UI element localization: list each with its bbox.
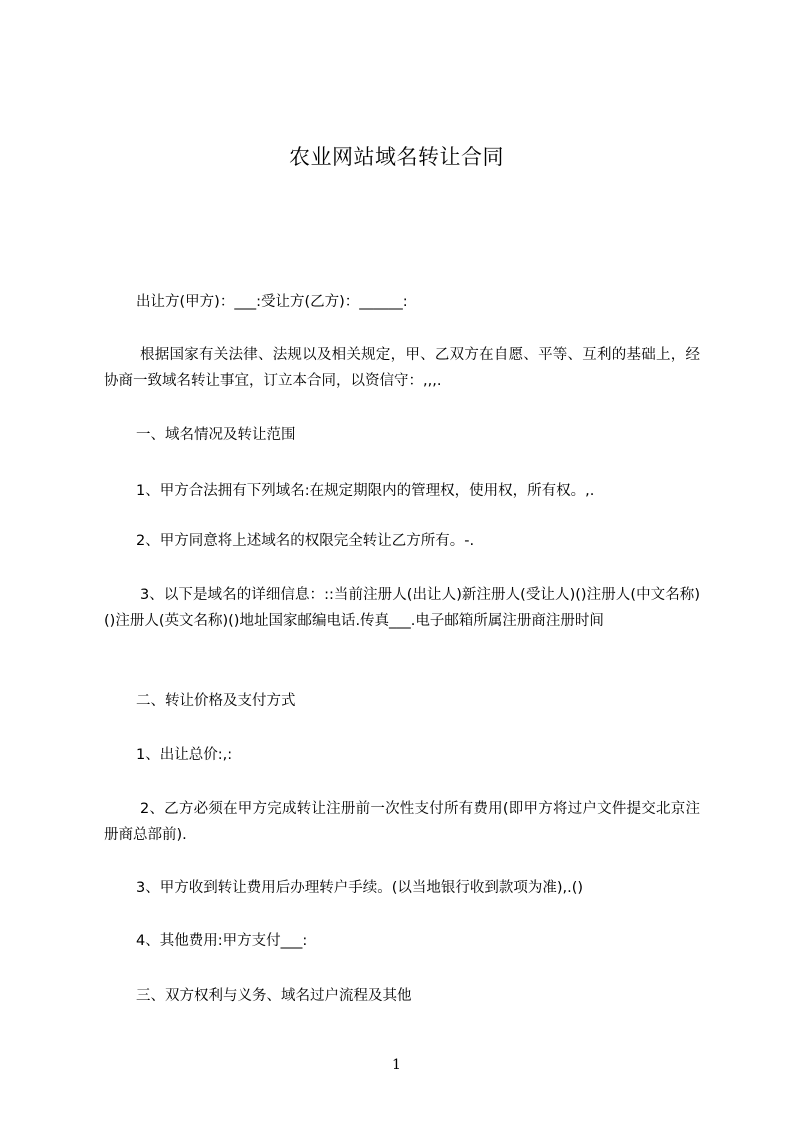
section-heading-1: 一、域名情况及转让范围 (136, 427, 296, 443)
clause-2-2: 2、乙方必须在甲方完成转让注册前一次性支付所有费用(即甲方将过户文件提交北京注册商总部前). (104, 801, 700, 843)
clause-2-3: 3、甲方收到转让费用后办理转户手续。(以当地银行收到款项为准),.() (136, 880, 584, 896)
clause-2-4: 4、其他费用:甲方支付___: (136, 933, 308, 949)
clause-1-1: 1、甲方合法拥有下列域名:在规定期限内的管理权，使用权，所有权。,. (136, 483, 595, 499)
clause-1-3: 3、以下是域名的详细信息：::当前注册人(出让人)新注册人(受让人)()注册人(中文名称)()注册人(英文名称)()地址国家邮编电话.传真___.电子邮箱所属注册商注册时间 (104, 587, 700, 629)
clause-1-2: 2、甲方同意将上述域名的权限完全转让乙方所有。-. (136, 533, 475, 549)
section-heading-2: 二、转让价格及支付方式 (136, 693, 296, 709)
clause-2-1: 1、出让总价:,: (136, 747, 233, 763)
preamble-paragraph: 根据国家有关法律、法规以及相关规定，甲、乙双方在自愿、平等、互利的基础上，经协商一致域名转让事宜，订立本合同，以资信守：,,,. (104, 347, 700, 389)
section-heading-3: 三、双方权利与义务、域名过户流程及其他 (136, 988, 412, 1004)
page-number: 1 (392, 1057, 401, 1073)
parties-line: 出让方(甲方)：___:受让方(乙方)：______: (136, 294, 408, 310)
document-title: 农业网站域名转让合同 (289, 145, 504, 169)
